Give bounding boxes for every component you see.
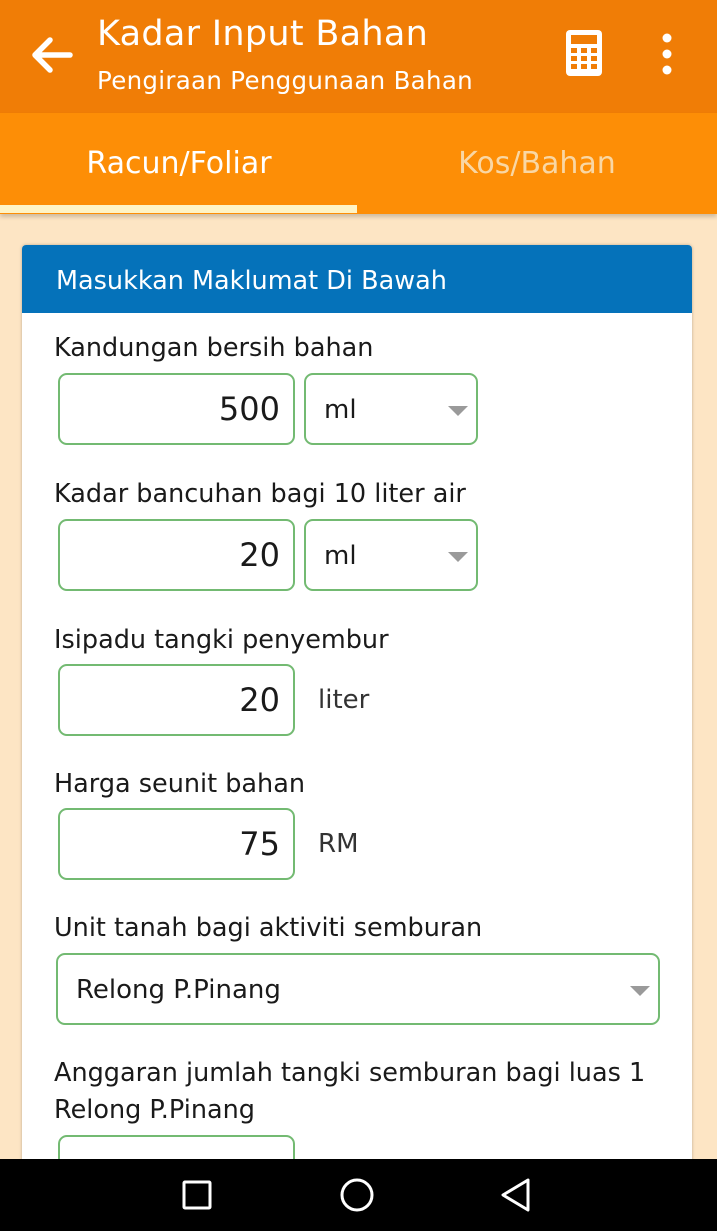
page-subtitle: Pengiraan Penggunaan Bahan xyxy=(97,66,473,95)
system-nav-bar xyxy=(0,1159,717,1231)
input-card xyxy=(22,245,692,1185)
more-vert-icon[interactable] xyxy=(658,33,676,75)
dropdown-arrow-icon xyxy=(448,552,468,562)
card-header xyxy=(22,245,692,313)
tab-racun-foliar[interactable]: Racun/Foliar xyxy=(86,146,272,181)
tab-kos-bahan[interactable]: Kos/Bahan xyxy=(458,146,616,181)
recents-icon[interactable] xyxy=(177,1177,217,1213)
field-label-land-unit: Unit tanah bagi aktiviti semburan xyxy=(54,913,483,943)
home-icon[interactable] xyxy=(337,1177,377,1213)
net-content-unit-value: ml xyxy=(324,395,357,425)
mix-rate-unit-select[interactable] xyxy=(304,519,478,591)
back-triangle-icon[interactable] xyxy=(497,1177,537,1213)
unit-price-input[interactable]: 75 xyxy=(58,808,295,880)
land-unit-select[interactable] xyxy=(56,953,660,1025)
page-title: Kadar Input Bahan xyxy=(97,14,429,54)
mix-rate-input[interactable]: 20 xyxy=(58,519,295,591)
dropdown-arrow-icon xyxy=(630,986,650,996)
tank-volume-unit: liter xyxy=(318,685,370,715)
mix-rate-unit-value: ml xyxy=(324,541,357,571)
field-label-net-content: Kandungan bersih bahan xyxy=(54,333,374,363)
field-label-unit-price: Harga seunit bahan xyxy=(54,769,306,799)
tank-volume-input[interactable]: 20 xyxy=(58,664,295,736)
net-content-input[interactable]: 500 xyxy=(58,373,295,445)
arrow-left-icon[interactable] xyxy=(30,36,74,74)
land-unit-value: Relong P.Pinang xyxy=(76,975,281,1005)
field-label-tank-volume: Isipadu tangki penyembur xyxy=(54,625,389,655)
calculator-icon[interactable] xyxy=(566,30,602,76)
card-header-title: Masukkan Maklumat Di Bawah xyxy=(56,266,447,296)
field-label-mix-rate: Kadar bancuhan bagi 10 liter air xyxy=(54,479,466,509)
field-label-tank-estimate: Anggaran jumlah tangki semburan bagi luas 1 Relong P.Pinang xyxy=(54,1058,646,1125)
tab-bar xyxy=(0,113,717,214)
net-content-unit-select[interactable] xyxy=(304,373,478,445)
unit-price-currency: RM xyxy=(318,829,359,859)
tab-indicator xyxy=(0,205,357,213)
app-bar xyxy=(0,0,717,113)
dropdown-arrow-icon xyxy=(448,406,468,416)
